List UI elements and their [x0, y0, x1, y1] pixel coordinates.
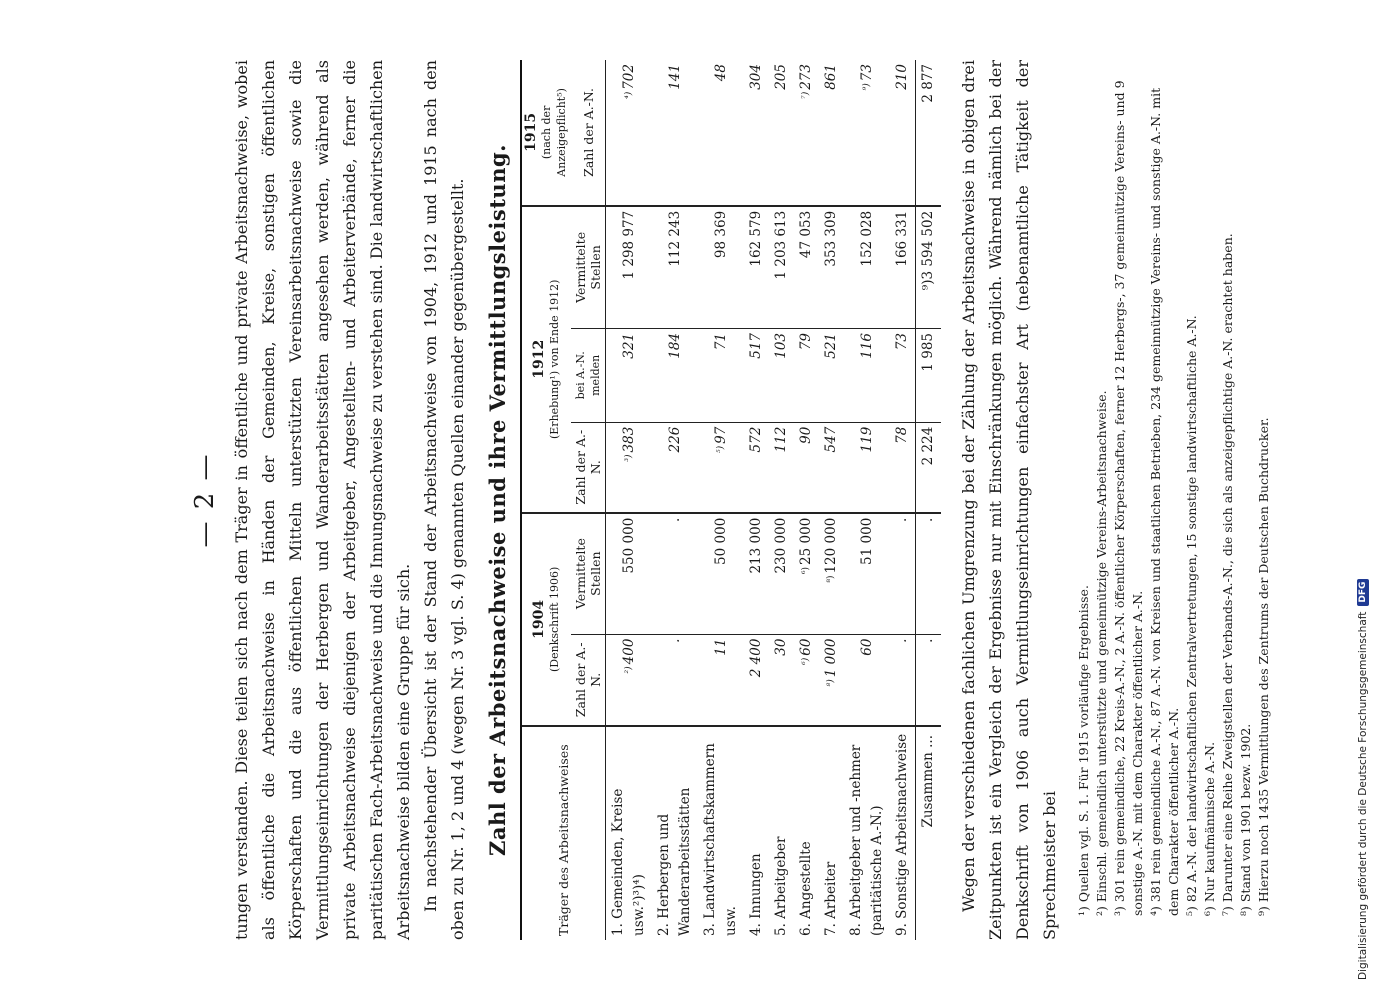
cell-1915-zahl-value: 205: [773, 64, 789, 90]
header-1904: [521, 513, 571, 726]
sum-label: Zusammen ...: [916, 726, 942, 940]
sum-1912-vermittelt-value: ⁹)3 594 502: [920, 210, 936, 291]
table-row: [652, 60, 698, 940]
cell-1912-vermittelt-value: 47 053: [798, 210, 814, 259]
cell-1912-zahl-footnote-mark: ⁵): [715, 445, 726, 453]
cell-1912-zahl-footnote-mark: [826, 452, 836, 454]
header-1904-vermittelt: Vermittelte Stellen: [571, 513, 606, 634]
cell-1912-vermittelt-value: 166 331: [894, 210, 910, 267]
cell-1904-zahl-footnote-mark: [716, 656, 726, 658]
cell-1915-zahl: [698, 60, 744, 206]
cell-1904-vermittelt-footnote-mark: [670, 522, 680, 524]
cell-1904-zahl-value: 11: [712, 638, 729, 656]
cell-1904-zahl: [698, 634, 744, 726]
cell-1912-bei-an-value: 73: [894, 332, 910, 351]
cell-1904-vermittelt-value: 120 000: [823, 517, 839, 574]
cell-1912-vermittelt: [819, 206, 844, 329]
cell-1912-vermittelt: [794, 206, 819, 329]
cell-1912-bei-an: [744, 328, 769, 422]
row-label: 2. Herbergen und Wanderarbeitsstätten: [656, 787, 693, 936]
digitization-credit: [1357, 20, 1369, 980]
cell-1912-zahl-value: 383: [620, 426, 637, 453]
intro-paragraph-1: tungen verstanden. Diese teilen sich nach dem Träger in öffentliche und private Arbeitsnachweise, wobei als öffentliche die Arbeitsnachweise in Händen der Gemeinden, Kreise, sonstigen öffentlichen Körperschaften und die aus öffentlichen Mitteln unterstützten Vereinsarbeitsnachweise sowie die Vermittlungseinrichtungen der Herbergen und Wanderarbeitsstätten angesehen werden, während als private Arbeitsnachweise diejenigen der Arbeitgeber, Angestellten- und Arbeiterverbände, ferner die paritätischen Fach-Arbeitsnachweise und die Innungsnachweise zu verstehen sind. Die landwirtschaftlichen Arbeitsnachweise bilden eine Gruppe für sich.: [232, 60, 413, 940]
cell-1912-zahl-footnote-mark: [897, 444, 907, 446]
footnote: ⁴) 381 rein gemeindliche A.-N., 87 A.-N. von Kreisen und staatlichen Betrieben, 234 gemeinnützige Vereins- und sonstige A.-N. mit dem Charakter öffentlicher A.-N.: [1148, 87, 1181, 916]
cell-1912-vermittelt: [744, 206, 769, 329]
cell-1912-zahl: [819, 422, 844, 513]
cell-1904-vermittelt: [890, 513, 916, 634]
cell-1915-zahl-value: 861: [823, 64, 839, 90]
row-label: 3. Landwirtschaftskammern usw.: [702, 743, 739, 936]
cell-1915-zahl-value: 273: [798, 64, 814, 90]
cell-1912-zahl: [606, 422, 653, 513]
cell-1904-zahl: [844, 634, 890, 726]
cell-1912-bei-an: [698, 328, 744, 422]
cell-1904-vermittelt-footnote-mark: ⁸): [826, 575, 836, 583]
sum-1912-bei-an: [916, 328, 942, 422]
cell-1912-bei-an-value: 184: [666, 332, 683, 359]
row-label: 5. Arbeitgeber: [773, 836, 789, 936]
header-1912-bei-an: bei A.-N. melden: [571, 328, 606, 422]
year-1912: 1912: [530, 339, 547, 379]
cell-1904-zahl: [819, 634, 844, 726]
cell-1904-zahl: [606, 634, 653, 726]
row-label: 1. Gemeinden, Kreise usw.²)³)⁴): [610, 788, 647, 936]
cell-1912-zahl: [844, 422, 890, 513]
header-traeger: Träger des Arbeitsnachweises: [521, 726, 606, 940]
cell-1912-zahl-value: 97: [712, 426, 729, 444]
cell-1904-vermittelt-value: .: [894, 517, 910, 522]
row-label: 7. Arbeiter: [823, 861, 839, 936]
cell-1912-zahl: [890, 422, 916, 513]
table-row: [819, 60, 844, 940]
cell-1904-zahl-value: .: [894, 638, 910, 643]
sum-1904-vermittelt-value: .: [920, 517, 936, 522]
cell-1904-zahl-value: 2 400: [748, 638, 764, 678]
cell-1912-bei-an-value: 103: [773, 332, 789, 359]
cell-1904-zahl-value: 60: [858, 638, 875, 656]
table-row: [744, 60, 769, 940]
cell-1904-vermittelt-value: 550 000: [620, 517, 637, 574]
sum-1912-vermittelt: [916, 206, 942, 329]
cell-1912-zahl-value: 90: [798, 426, 814, 444]
cell-1912-vermittelt-value: 1 298 977: [620, 210, 637, 280]
cell-1904-vermittelt-footnote-mark: [862, 565, 872, 567]
footnote: ¹) Quellen vgl. S. 1. Für 1915 vorläufige Ergebnisse.: [1076, 585, 1091, 916]
cell-1904-zahl-footnote-mark: [751, 677, 761, 679]
cell-1912-vermittelt: [890, 206, 916, 329]
cell-1912-zahl-footnote-mark: ³): [623, 454, 634, 462]
cell-1912-zahl-footnote-mark: [751, 452, 761, 454]
footnote: ⁹) Hierzu noch 1435 Vermittlungen des Zentrums der Deutschen Buchdrucker.: [1256, 417, 1271, 916]
cell-1912-zahl-value: 572: [748, 426, 764, 453]
year-1915-source: (nach der Anzeigepflicht⁵): [540, 88, 568, 177]
cell-1912-zahl: [744, 422, 769, 513]
cell-1904-zahl-value: .: [666, 638, 683, 643]
table-row: [794, 60, 819, 940]
cell-1912-zahl: [698, 422, 744, 513]
cell-1904-vermittelt-value: 213 000: [748, 517, 764, 574]
cell-1915-zahl-footnote-mark: [751, 90, 761, 92]
footnote: ⁵) 82 A.-N. der landwirtschaftlichen Zentralvertretungen, 15 sonstige landwirtschaftliche A.-N.: [1184, 315, 1199, 916]
sum-1915-zahl: [916, 60, 942, 206]
cell-1904-vermittelt-footnote-mark: [897, 522, 907, 524]
cell-1915-zahl: [606, 60, 653, 206]
cell-1915-zahl-value: 304: [748, 64, 764, 90]
cell-1904-vermittelt: [698, 513, 744, 634]
dfg-logo: DFG: [1357, 579, 1369, 606]
cell-1915-zahl-footnote-mark: ⁴): [623, 91, 634, 99]
cell-1915-zahl-footnote-mark: [716, 81, 726, 83]
cell-1912-bei-an-value: 517: [748, 332, 764, 359]
cell-1915-zahl: [652, 60, 698, 206]
table-body: [606, 60, 942, 940]
cell-1915-zahl-footnote-mark: [897, 90, 907, 92]
cell-1904-zahl: [794, 634, 819, 726]
cell-1912-zahl-value: 547: [823, 426, 839, 453]
cell-1912-vermittelt-value: 98 369: [712, 210, 729, 259]
page-number: — 2 —: [190, 452, 220, 548]
cell-1912-bei-an: [890, 328, 916, 422]
row-label: 4. Innungen: [748, 853, 764, 936]
cell-1912-bei-an: [652, 328, 698, 422]
cell-1904-zahl: [652, 634, 698, 726]
sum-1912-zahl: [916, 422, 942, 513]
cell-1912-vermittelt: [652, 206, 698, 329]
table-row: [769, 60, 794, 940]
cell-1912-zahl-footnote-mark: [801, 444, 811, 446]
cell-1912-vermittelt-value: 353 309: [823, 210, 839, 267]
cell-1904-vermittelt: [794, 513, 819, 634]
footnote: ³) 301 rein gemeindliche, 22 Kreis-A.-N., 2 A.-N. öffentlicher Körperschaften, ferner 12 Herbergs-, 37 gemeinnützige Vereins- und 9 sonstige A.-N. mit dem Charakter öffentlicher A.-N.: [1112, 80, 1145, 916]
cell-1904-zahl-footnote-mark: [862, 656, 872, 658]
intro-paragraph-2: In nachstehender Übersicht ist der Stand der Arbeitsnachweise von 1904, 1912 und 1915 nach den oben zu Nr. 1, 2 und 4 (wegen Nr. 3 vgl. S. 4) genannten Quellen einander gegenübergestellt.: [421, 60, 467, 940]
cell-1912-bei-an-value: 79: [798, 332, 814, 351]
sum-1912-bei-an-value: 1 985: [920, 332, 936, 372]
year-1904-source: (Denkschrift 1906): [547, 566, 561, 673]
cell-1904-zahl: [890, 634, 916, 726]
sum-1912-zahl-value: 2 224: [920, 426, 936, 466]
continuation-paragraph: Wegen der verschiedenen fachlichen Umgrenzung bei der Zählung der Arbeitsnachweise in obigen drei Zeitpunkten ist ein Vergleich der Ergebnisse nur mit Einschränkungen möglich. Während nämlich bei der Denkschrift von 1906 auch Vermittlungseinrichtungen einfachster Art (nebenamtliche Tätigkeit der Sprechmeister bei: [959, 60, 1059, 940]
sum-1904-vermittelt: [916, 513, 942, 634]
cell-1904-zahl-value: 30: [773, 638, 789, 656]
cell-1912-bei-an-value: 116: [858, 332, 875, 359]
cell-1912-bei-an: [606, 328, 653, 422]
cell-1904-zahl-value: 60: [798, 638, 814, 656]
cell-1904-vermittelt-footnote-mark: [716, 565, 726, 567]
sum-1904-zahl-value: .: [920, 638, 936, 643]
cell-1915-zahl-footnote-mark: ⁷): [801, 91, 811, 99]
cell-1904-zahl-footnote-mark: [897, 643, 907, 645]
cell-1904-vermittelt: [744, 513, 769, 634]
cell-1904-zahl-value: 1 000: [823, 638, 839, 678]
cell-1904-vermittelt: [769, 513, 794, 634]
cell-1912-vermittelt-value: 152 028: [858, 210, 875, 267]
cell-1912-zahl: [794, 422, 819, 513]
sum-1904-zahl: [916, 634, 942, 726]
cell-1915-zahl-footnote-mark: ⁹): [861, 83, 872, 91]
cell-1915-zahl: [890, 60, 916, 206]
intro-text: [228, 60, 471, 940]
cell-1912-zahl-footnote-mark: [776, 452, 786, 454]
header-1912-zahl: Zahl der A.-N.: [571, 422, 606, 513]
cell-1904-zahl-footnote-mark: ⁸): [826, 679, 836, 687]
cell-1904-vermittelt: [606, 513, 653, 634]
cell-1915-zahl-value: 702: [620, 64, 637, 90]
cell-1912-bei-an-value: 71: [712, 332, 729, 351]
cell-1912-zahl-footnote-mark: [862, 452, 872, 454]
sum-1915-zahl-value: 2 877: [920, 64, 936, 103]
cell-1915-zahl-value: 73: [858, 64, 875, 82]
header-1904-zahl: Zahl der A.-N.: [571, 634, 606, 726]
cell-1912-vermittelt: [698, 206, 744, 329]
document-page: [190, 60, 1273, 940]
cell-1915-zahl-footnote-mark: [776, 90, 786, 92]
cell-1904-vermittelt-value: 50 000: [712, 517, 729, 565]
credit-text: Digitalisierung gefördert durch die Deutsche Forschungsgemeinschaft: [1357, 611, 1369, 980]
cell-1912-zahl-value: 112: [773, 426, 789, 453]
cell-1915-zahl: [794, 60, 819, 206]
cell-1912-vermittelt-value: 112 243: [666, 210, 683, 267]
cell-1912-vermittelt: [606, 206, 653, 329]
table-title: Zahl der Arbeitsnachweise und ihre Vermittlungsleistung.: [485, 144, 510, 856]
cell-1904-zahl: [744, 634, 769, 726]
header-1915: [521, 60, 571, 206]
cell-1904-vermittelt-value: 25 000: [798, 517, 814, 565]
cell-1904-zahl-footnote-mark: ⁶): [801, 657, 811, 665]
cell-1912-bei-an: [819, 328, 844, 422]
cell-1904-zahl-footnote-mark: ²): [623, 666, 634, 674]
cell-1915-zahl: [819, 60, 844, 206]
cell-1915-zahl: [769, 60, 794, 206]
cell-1904-vermittelt-footnote-mark: ⁶): [801, 566, 811, 575]
header-1915-zahl: Zahl der A.-N.: [571, 60, 606, 206]
cell-1912-bei-an: [844, 328, 890, 422]
cell-1915-zahl-footnote-mark: [670, 90, 680, 92]
cell-1912-zahl: [769, 422, 794, 513]
cell-1904-vermittelt: [844, 513, 890, 634]
cell-1912-vermittelt: [844, 206, 890, 329]
cell-1912-vermittelt-value: 162 579: [748, 210, 764, 267]
cell-1912-vermittelt: [769, 206, 794, 329]
footnote: ²) Einschl. gemeindlich unterstützte und gemeinnützige Vereins-Arbeitsnachweise.: [1094, 390, 1109, 916]
header-1912-vermittelt: Vermittelte Stellen: [571, 206, 606, 329]
year-1904: 1904: [530, 599, 547, 639]
row-label: 6. Angestellte: [798, 841, 814, 936]
cell-1912-bei-an-value: 321: [620, 332, 637, 359]
table-row: [844, 60, 890, 940]
table-row: [606, 60, 653, 940]
cell-1912-zahl-footnote-mark: [670, 452, 680, 454]
cell-1904-zahl-footnote-mark: [670, 643, 680, 645]
table-row: [890, 60, 916, 940]
cell-1912-bei-an-value: 521: [823, 332, 839, 359]
year-1915: 1915: [523, 112, 539, 152]
table-sum-row: [916, 60, 942, 940]
cell-1915-zahl-value: 141: [666, 64, 683, 90]
row-label: 8. Arbeitgeber und -nehmer (paritätische A.-N.): [848, 744, 885, 936]
cell-1904-vermittelt: [652, 513, 698, 634]
cell-1915-zahl-value: 210: [894, 64, 910, 90]
cell-1915-zahl-value: 48: [712, 64, 729, 82]
cell-1912-bei-an: [794, 328, 819, 422]
cell-1915-zahl: [744, 60, 769, 206]
cell-1904-zahl-footnote-mark: [776, 656, 786, 658]
cell-1912-bei-an: [769, 328, 794, 422]
year-1912-source: (Erhebung¹) von Ende 1912): [547, 279, 561, 440]
cell-1904-zahl-value: 400: [620, 638, 637, 665]
cell-1912-zahl-value: 78: [894, 426, 910, 444]
cell-1904-vermittelt-value: 230 000: [773, 517, 789, 574]
cell-1904-vermittelt-value: .: [666, 517, 683, 522]
statistics-table: [520, 60, 941, 940]
cell-1912-zahl-value: 226: [666, 426, 683, 453]
cell-1912-zahl: [652, 422, 698, 513]
cell-1912-vermittelt-value: 1 203 613: [773, 210, 789, 280]
footnote: ⁶) Nur kaufmännische A.-N.: [1202, 741, 1217, 916]
row-label: 9. Sonstige Arbeitsnachweise: [894, 733, 910, 936]
cell-1915-zahl: [844, 60, 890, 206]
footnote: ⁸) Stand von 1901 bezw. 1902.: [1238, 723, 1253, 916]
footnote: ⁷) Darunter eine Reihe Zweigstellen der Verbands-A.-N., die sich als anzeigepflichtige A.-N. erachtet haben.: [1220, 233, 1235, 916]
cell-1915-zahl-footnote-mark: [826, 90, 836, 92]
cell-1904-vermittelt-value: 51 000: [858, 517, 875, 565]
header-1912: [521, 206, 571, 513]
cell-1904-vermittelt: [819, 513, 844, 634]
cell-1904-zahl: [769, 634, 794, 726]
table-row: [698, 60, 744, 940]
cell-1912-zahl-value: 119: [858, 426, 875, 453]
footnotes: [1075, 60, 1273, 940]
